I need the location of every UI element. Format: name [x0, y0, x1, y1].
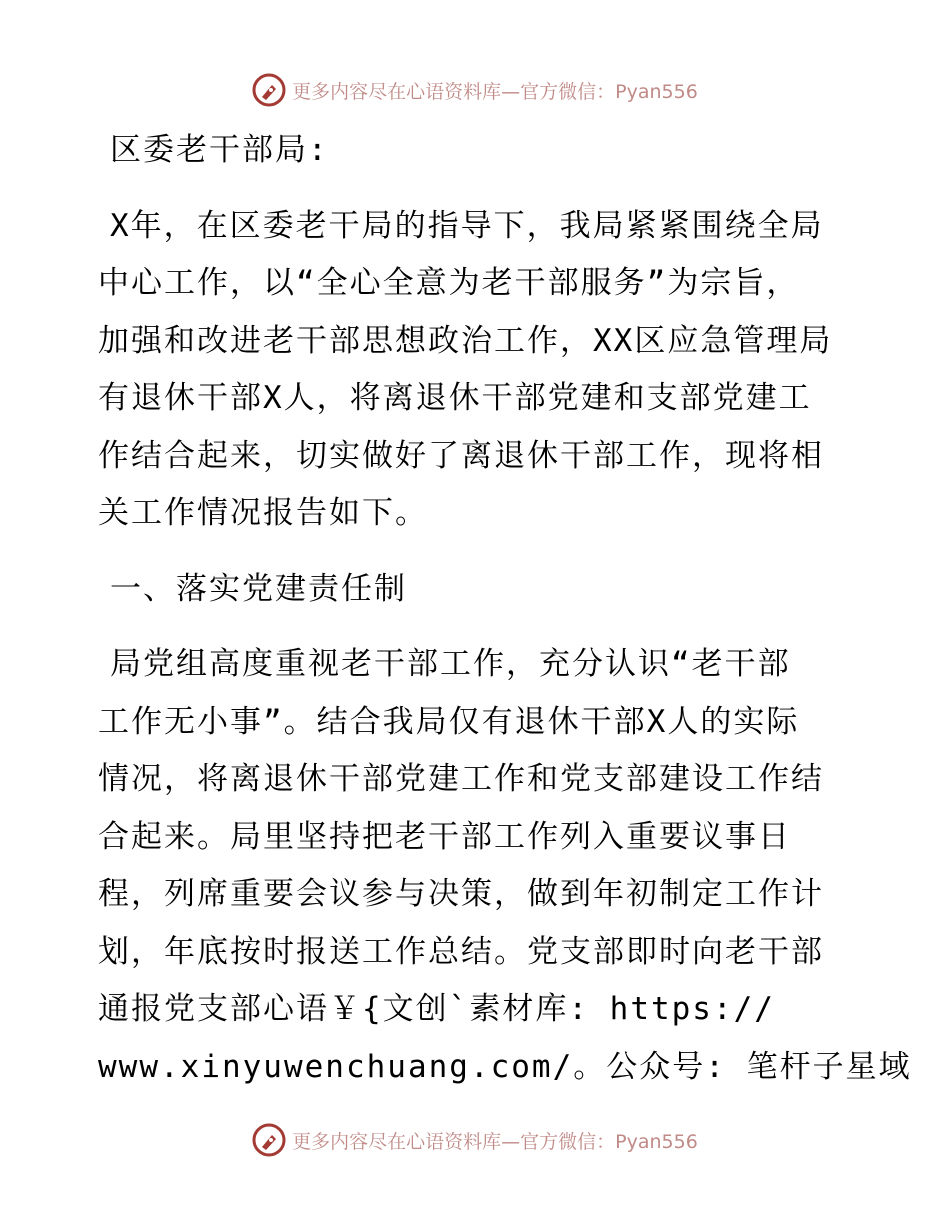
section1-line: 局党组高度重视老干部工作，充分认识“老干部: [110, 646, 791, 682]
watermark-text: 更多内容尽在心语资料库—官方微信：Pyan556: [292, 80, 698, 103]
section1-line: 工作无小事”。结合我局仅有退休干部X人的实际: [98, 703, 800, 740]
intro-line: X年，在区委老干局的指导下，我局紧紧围绕全局: [110, 207, 824, 244]
intro-line: 中心工作，以“全心全意为老干部服务”为宗旨，: [98, 265, 800, 301]
intro-line: 加强和改进老干部思想政治工作，XX区应急管理局: [98, 322, 833, 359]
watermark-text: 更多内容尽在心语资料库—官方微信：Pyan556: [292, 1130, 698, 1153]
section1-line: 通报党支部心语￥{文创`素材库: https://: [98, 991, 775, 1027]
footer-watermark: [0, 1120, 950, 1160]
section-heading: 一、落实党建责任制: [110, 570, 407, 607]
intro-line: 作结合起来，切实做好了离退休干部工作，现将相: [98, 437, 824, 474]
intro-line: 有退休干部X人，将离退休干部党建和支部党建工: [98, 380, 812, 416]
salutation: 区委老干部局:: [110, 132, 329, 168]
section1-line: 划，年底按时报送工作总结。党支部即时向老干部: [98, 933, 824, 970]
intro-line: 关工作情况报告如下。: [98, 495, 428, 531]
section1-paragraph: [98, 636, 912, 1096]
pen-nib-circle-icon: [252, 73, 286, 107]
section1-line: www.xinyuwenchuang.com/。公众号: 笔杆子星域: [98, 1048, 912, 1085]
pen-nib-circle-icon: [252, 1123, 286, 1157]
document-body: [98, 122, 912, 1096]
header-watermark: [0, 70, 950, 110]
section1-line: 情况，将离退休干部党建工作和党支部建设工作结: [98, 761, 824, 797]
section1-line: 合起来。局里坚持把老干部工作列入重要议事日: [98, 818, 791, 855]
intro-paragraph: [98, 198, 858, 543]
section1-line: 程，列席重要会议参与决策，做到年初制定工作计: [98, 876, 824, 912]
